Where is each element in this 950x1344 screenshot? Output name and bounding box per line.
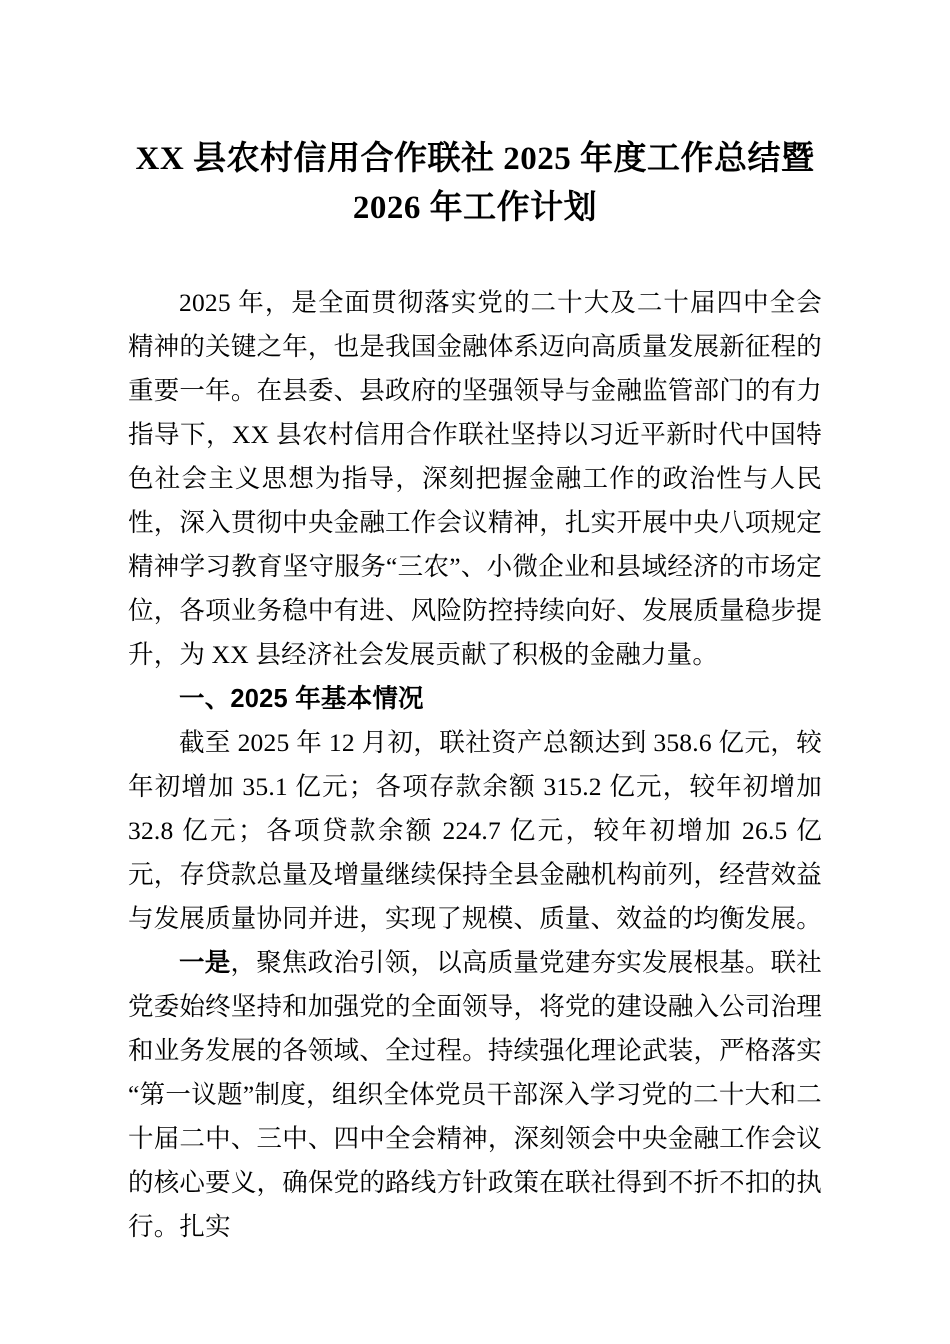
section-heading-one: 一、2025 年基本情况	[179, 685, 424, 713]
point-one-paragraph	[128, 941, 822, 1249]
point-one-lead: 一是	[179, 949, 231, 977]
point-one-text: ，聚焦政治引领，以高质量党建夯实发展根基。联社党委始终坚持和加强党的全面领导，将党的建设融入公司治理和业务发展的各领域、全过程。持续强化理论武装，严格落实“第一议题”制度，组织全体党员干部深入学习党的二十大和二十届二中、三中、四中全会精神，深刻领会中央金融工作会议的核心要义，确保党的路线方针政策在联社得到不折不扣的执行。扎实	[128, 948, 822, 1241]
document-content	[128, 0, 822, 1249]
basic-situation-paragraph: 截至 2025 年 12 月初，联社资产总额达到 358.6 亿元，较年初增加 35.1 亿元；各项存款余额 315.2 亿元，较年初增加 32.8 亿元；各项贷款余额 224.7 亿元，较年初增加 26.5 亿元，存贷款总量及增量继续保持全县金融机构前列，经营效益与发展质量协同并进，实现了规模、质量、效益的均衡发展。	[128, 728, 822, 933]
intro-paragraph: 2025 年，是全面贯彻落实党的二十大及二十届四中全会精神的关键之年，也是我国金融体系迈向高质量发展新征程的重要一年。在县委、县政府的坚强领导与金融监管部门的有力指导下，XX 县农村信用合作联社坚持以习近平新时代中国特色社会主义思想为指导，深刻把握金融工作的政治性与人民性，深入贯彻中央金融工作会议精神，扎实开展中央八项规定精神学习教育坚守服务“三农”、小微企业和县域经济的市场定位，各项业务稳中有进、风险防控持续向好、发展质量稳步提升，为 XX 县经济社会发展贡献了积极的金融力量。	[128, 288, 822, 669]
document-title: XX 县农村信用合作联社 2025 年度工作总结暨 2026 年工作计划	[135, 141, 815, 226]
